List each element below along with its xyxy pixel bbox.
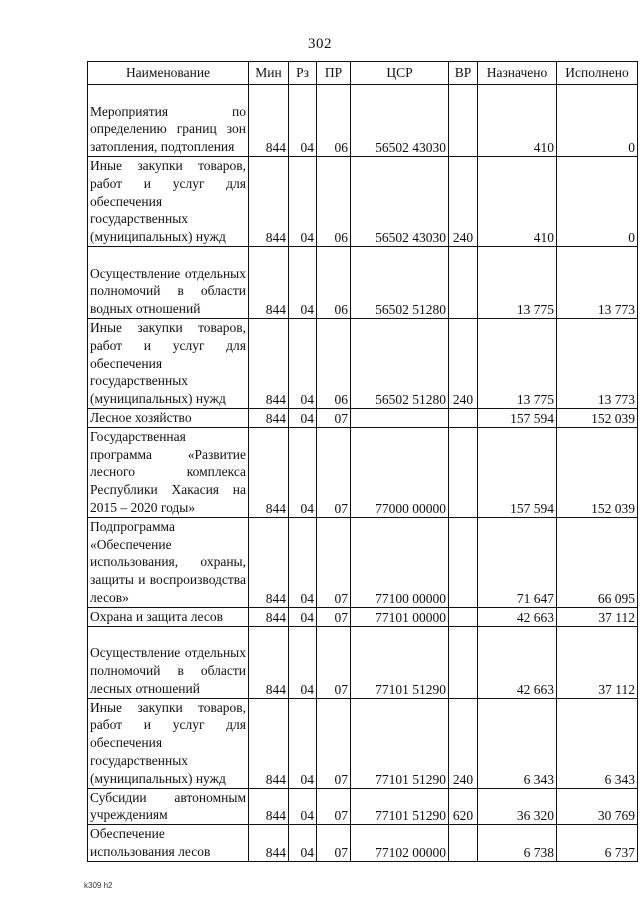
header-min: Мин bbox=[249, 62, 289, 85]
row-csr: 77101 51290 bbox=[351, 698, 449, 788]
table-row bbox=[88, 319, 638, 409]
row-executed: 0 bbox=[557, 157, 638, 247]
table-row bbox=[88, 427, 638, 517]
row-executed: 13 773 bbox=[557, 247, 638, 319]
header-executed: Исполнено bbox=[557, 62, 638, 85]
row-csr: 77101 51290 bbox=[351, 626, 449, 698]
row-rz: 04 bbox=[289, 427, 317, 517]
row-name: Осуществление отдельных полномочий в области водных отношений bbox=[88, 247, 249, 319]
row-rz: 04 bbox=[289, 85, 317, 157]
row-rz: 04 bbox=[289, 788, 317, 825]
row-executed: 152 039 bbox=[557, 427, 638, 517]
row-vr bbox=[449, 825, 478, 862]
row-executed: 37 112 bbox=[557, 607, 638, 626]
header-rz: Рз bbox=[289, 62, 317, 85]
row-name: Лесное хозяйство bbox=[88, 409, 249, 428]
row-min: 844 bbox=[249, 788, 289, 825]
row-assigned: 6 738 bbox=[478, 825, 557, 862]
table-row bbox=[88, 517, 638, 607]
row-executed: 37 112 bbox=[557, 626, 638, 698]
row-csr: 56502 43030 bbox=[351, 157, 449, 247]
row-csr: 77102 00000 bbox=[351, 825, 449, 862]
row-executed: 6 343 bbox=[557, 698, 638, 788]
row-rz: 04 bbox=[289, 517, 317, 607]
row-vr: 240 bbox=[449, 698, 478, 788]
row-name: Иные закупки товаров, работ и услуг для обеспечения государственных (муниципальных) нужд bbox=[88, 319, 249, 409]
row-min: 844 bbox=[249, 157, 289, 247]
header-csr: ЦСР bbox=[351, 62, 449, 85]
row-vr bbox=[449, 409, 478, 428]
row-assigned: 410 bbox=[478, 157, 557, 247]
row-pr: 07 bbox=[317, 626, 351, 698]
row-assigned: 42 663 bbox=[478, 607, 557, 626]
table-row bbox=[88, 157, 638, 247]
row-rz: 04 bbox=[289, 319, 317, 409]
row-min: 844 bbox=[249, 85, 289, 157]
row-rz: 04 bbox=[289, 626, 317, 698]
header-assigned: Назначено bbox=[478, 62, 557, 85]
row-name: Охрана и защита лесов bbox=[88, 607, 249, 626]
row-vr: 620 bbox=[449, 788, 478, 825]
row-name: Осуществление отдельных полномочий в области лесных отношений bbox=[88, 626, 249, 698]
header-vr: ВР bbox=[449, 62, 478, 85]
row-pr: 07 bbox=[317, 607, 351, 626]
row-csr: 56502 43030 bbox=[351, 85, 449, 157]
row-min: 844 bbox=[249, 626, 289, 698]
row-assigned: 157 594 bbox=[478, 427, 557, 517]
table-row bbox=[88, 825, 638, 862]
row-assigned: 13 775 bbox=[478, 319, 557, 409]
row-name: Подпрограмма «Обеспечение использования, охраны, защиты и воспроизводства лесов» bbox=[88, 517, 249, 607]
row-name: Государственная программа «Развитие лесного комплекса Республики Хакасия на 2015 – 2020 годы» bbox=[88, 427, 249, 517]
row-csr: 56502 51280 bbox=[351, 247, 449, 319]
header-pr: ПР bbox=[317, 62, 351, 85]
row-rz: 04 bbox=[289, 607, 317, 626]
row-assigned: 410 bbox=[478, 85, 557, 157]
row-csr: 77000 00000 bbox=[351, 427, 449, 517]
row-csr bbox=[351, 409, 449, 428]
row-assigned: 36 320 bbox=[478, 788, 557, 825]
row-executed: 13 773 bbox=[557, 319, 638, 409]
row-pr: 06 bbox=[317, 85, 351, 157]
row-vr bbox=[449, 626, 478, 698]
row-min: 844 bbox=[249, 247, 289, 319]
row-rz: 04 bbox=[289, 157, 317, 247]
table-row bbox=[88, 607, 638, 626]
row-executed: 0 bbox=[557, 85, 638, 157]
row-min: 844 bbox=[249, 698, 289, 788]
row-pr: 06 bbox=[317, 319, 351, 409]
row-pr: 07 bbox=[317, 698, 351, 788]
page-number: 302 bbox=[308, 36, 332, 52]
row-assigned: 13 775 bbox=[478, 247, 557, 319]
row-vr: 240 bbox=[449, 319, 478, 409]
row-vr: 240 bbox=[449, 157, 478, 247]
row-min: 844 bbox=[249, 319, 289, 409]
row-executed: 66 095 bbox=[557, 517, 638, 607]
row-name: Обеспечение использования лесов bbox=[88, 825, 249, 862]
row-csr: 77101 51290 bbox=[351, 788, 449, 825]
row-rz: 04 bbox=[289, 698, 317, 788]
row-assigned: 71 647 bbox=[478, 517, 557, 607]
row-vr bbox=[449, 427, 478, 517]
row-min: 844 bbox=[249, 607, 289, 626]
row-rz: 04 bbox=[289, 825, 317, 862]
budget-table bbox=[87, 61, 638, 862]
row-assigned: 42 663 bbox=[478, 626, 557, 698]
row-assigned: 157 594 bbox=[478, 409, 557, 428]
header-row bbox=[88, 62, 638, 85]
row-rz: 04 bbox=[289, 409, 317, 428]
row-name: Субсидии автономным учреждениям bbox=[88, 788, 249, 825]
row-min: 844 bbox=[249, 409, 289, 428]
row-min: 844 bbox=[249, 427, 289, 517]
row-csr: 77100 00000 bbox=[351, 517, 449, 607]
row-executed: 30 769 bbox=[557, 788, 638, 825]
row-rz: 04 bbox=[289, 247, 317, 319]
row-assigned: 6 343 bbox=[478, 698, 557, 788]
row-pr: 06 bbox=[317, 157, 351, 247]
row-executed: 152 039 bbox=[557, 409, 638, 428]
table-row bbox=[88, 85, 638, 157]
row-csr: 77101 00000 bbox=[351, 607, 449, 626]
footer-code: k309 h2 bbox=[84, 881, 113, 890]
row-pr: 07 bbox=[317, 409, 351, 428]
row-vr bbox=[449, 517, 478, 607]
row-name: Иные закупки товаров, работ и услуг для обеспечения государственных (муниципальных) нужд bbox=[88, 698, 249, 788]
table-body bbox=[88, 85, 638, 862]
table-row bbox=[88, 409, 638, 428]
row-pr: 07 bbox=[317, 825, 351, 862]
row-pr: 07 bbox=[317, 427, 351, 517]
row-vr bbox=[449, 85, 478, 157]
row-pr: 06 bbox=[317, 247, 351, 319]
row-pr: 07 bbox=[317, 788, 351, 825]
table-row bbox=[88, 788, 638, 825]
row-min: 844 bbox=[249, 825, 289, 862]
row-csr: 56502 51280 bbox=[351, 319, 449, 409]
table-row bbox=[88, 247, 638, 319]
row-name: Мероприятия по определению границ зон затопления, подтопления bbox=[88, 85, 249, 157]
table-row bbox=[88, 698, 638, 788]
header-name: Наименование bbox=[88, 62, 249, 85]
row-pr: 07 bbox=[317, 517, 351, 607]
row-vr bbox=[449, 247, 478, 319]
row-min: 844 bbox=[249, 517, 289, 607]
row-name: Иные закупки товаров, работ и услуг для обеспечения государственных (муниципальных) нужд bbox=[88, 157, 249, 247]
row-executed: 6 737 bbox=[557, 825, 638, 862]
table-row bbox=[88, 626, 638, 698]
row-vr bbox=[449, 607, 478, 626]
